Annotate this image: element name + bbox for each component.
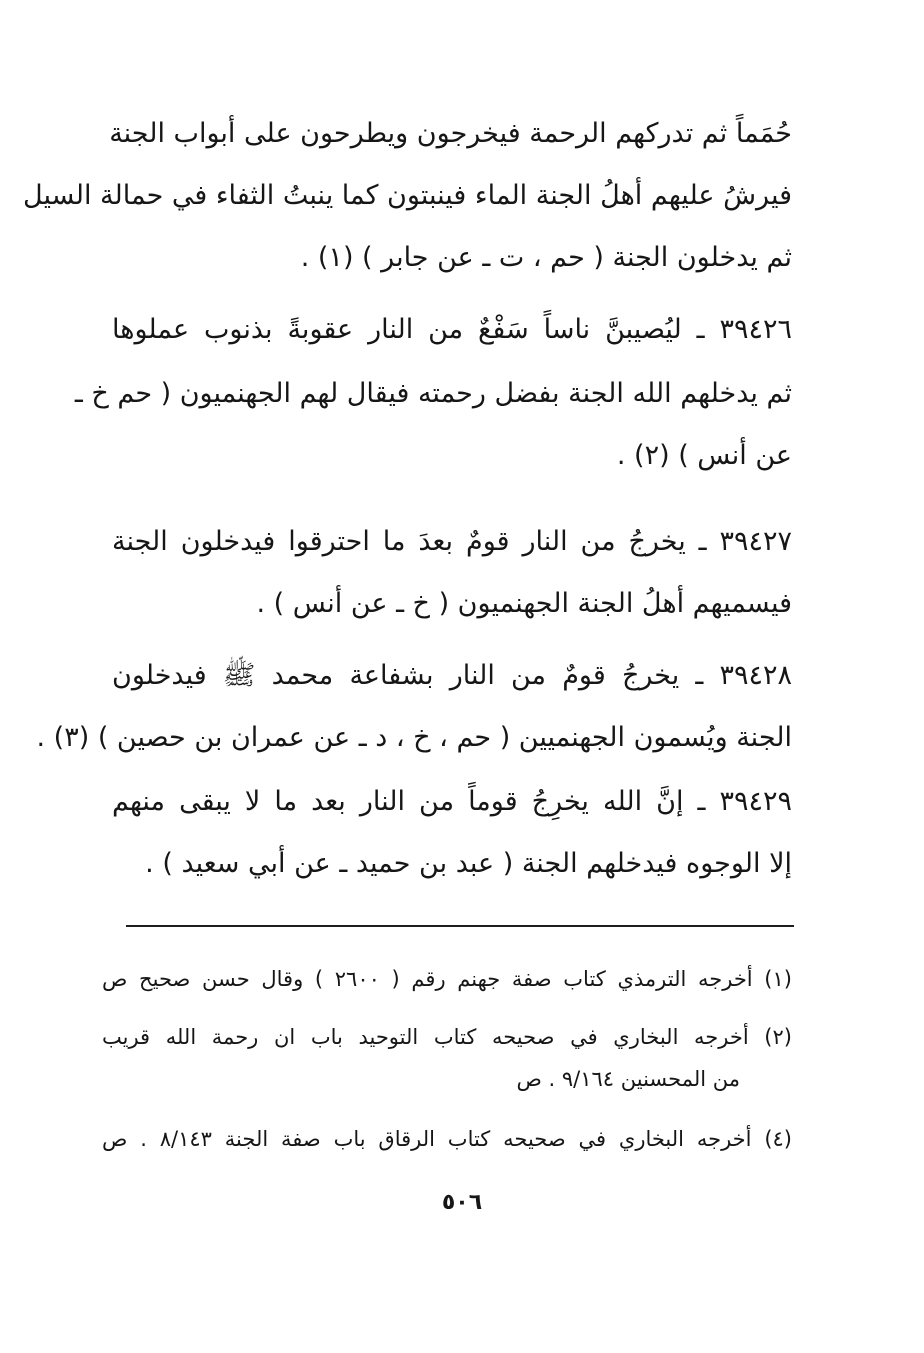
hadith-39428-line-2: الجنة ويُسمون الجهنميين ( حم ، خ ، د ـ عن عمران بن حصين ) (٣) . bbox=[36, 722, 792, 753]
hadith-39429-line-2: إلا الوجوه فيدخلهم الجنة ( عبد بن حميد ـ عن أبي سعيد ) . bbox=[145, 848, 792, 879]
footnote-1: (١) أخرجه الترمذي كتاب صفة جهنم رقم ( ٢٦٠٠ ) وقال حسن صحيح ص bbox=[102, 967, 792, 991]
hadith-39427-line-1: ٣٩٤٢٧ ـ يخرجُ من النار قومٌ بعدَ ما احترقوا فيدخلون الجنة bbox=[112, 526, 792, 557]
hadith-39426-line-1: ٣٩٤٢٦ ـ ليُصيبنَّ ناساً سَفْعٌ من النار عقوبةً بذنوب عملوها bbox=[112, 314, 792, 345]
page-number: ٥٠٦ bbox=[441, 1190, 483, 1215]
body-line-3: ثم يدخلون الجنة ( حم ، ت ـ عن جابر ) (١) . bbox=[300, 242, 792, 273]
hadith-39426-line-3: عن أنس ) (٢) . bbox=[616, 440, 792, 471]
footnote-2-continuation: من المحسنين ٩/١٦٤ . ص bbox=[516, 1067, 740, 1091]
footnote-4: (٤) أخرجه البخاري في صحيحه كتاب الرقاق باب صفة الجنة ٨/١٤٣ . ص bbox=[102, 1127, 792, 1151]
hadith-39426-line-2: ثم يدخلهم الله الجنة بفضل رحمته فيقال لهم الجهنميون ( حم خ ـ bbox=[74, 378, 792, 409]
body-line-2: فيرشُ عليهم أهلُ الجنة الماء فينبتون كما ينبتُ الثفاء في حمالة السيل bbox=[23, 180, 792, 211]
hadith-39428-line-1: ٣٩٤٢٨ ـ يخرجُ قومٌ من النار بشفاعة محمد ﷺ فيدخلون bbox=[112, 660, 792, 691]
body-line-1: حُمَماً ثم تدركهم الرحمة فيخرجون ويطرحون على أبواب الجنة bbox=[109, 118, 792, 149]
footnote-divider bbox=[126, 925, 794, 927]
hadith-39429-line-1: ٣٩٤٢٩ ـ إنَّ الله يخرِجُ قوماً من النار بعد ما لا يبقى منهم bbox=[112, 786, 792, 817]
hadith-39427-line-2: فيسميهم أهلُ الجنة الجهنميون ( خ ـ عن أنس ) . bbox=[256, 588, 792, 619]
footnote-2: (٢) أخرجه البخاري في صحيحه كتاب التوحيد باب ان رحمة الله قريب bbox=[102, 1025, 792, 1049]
